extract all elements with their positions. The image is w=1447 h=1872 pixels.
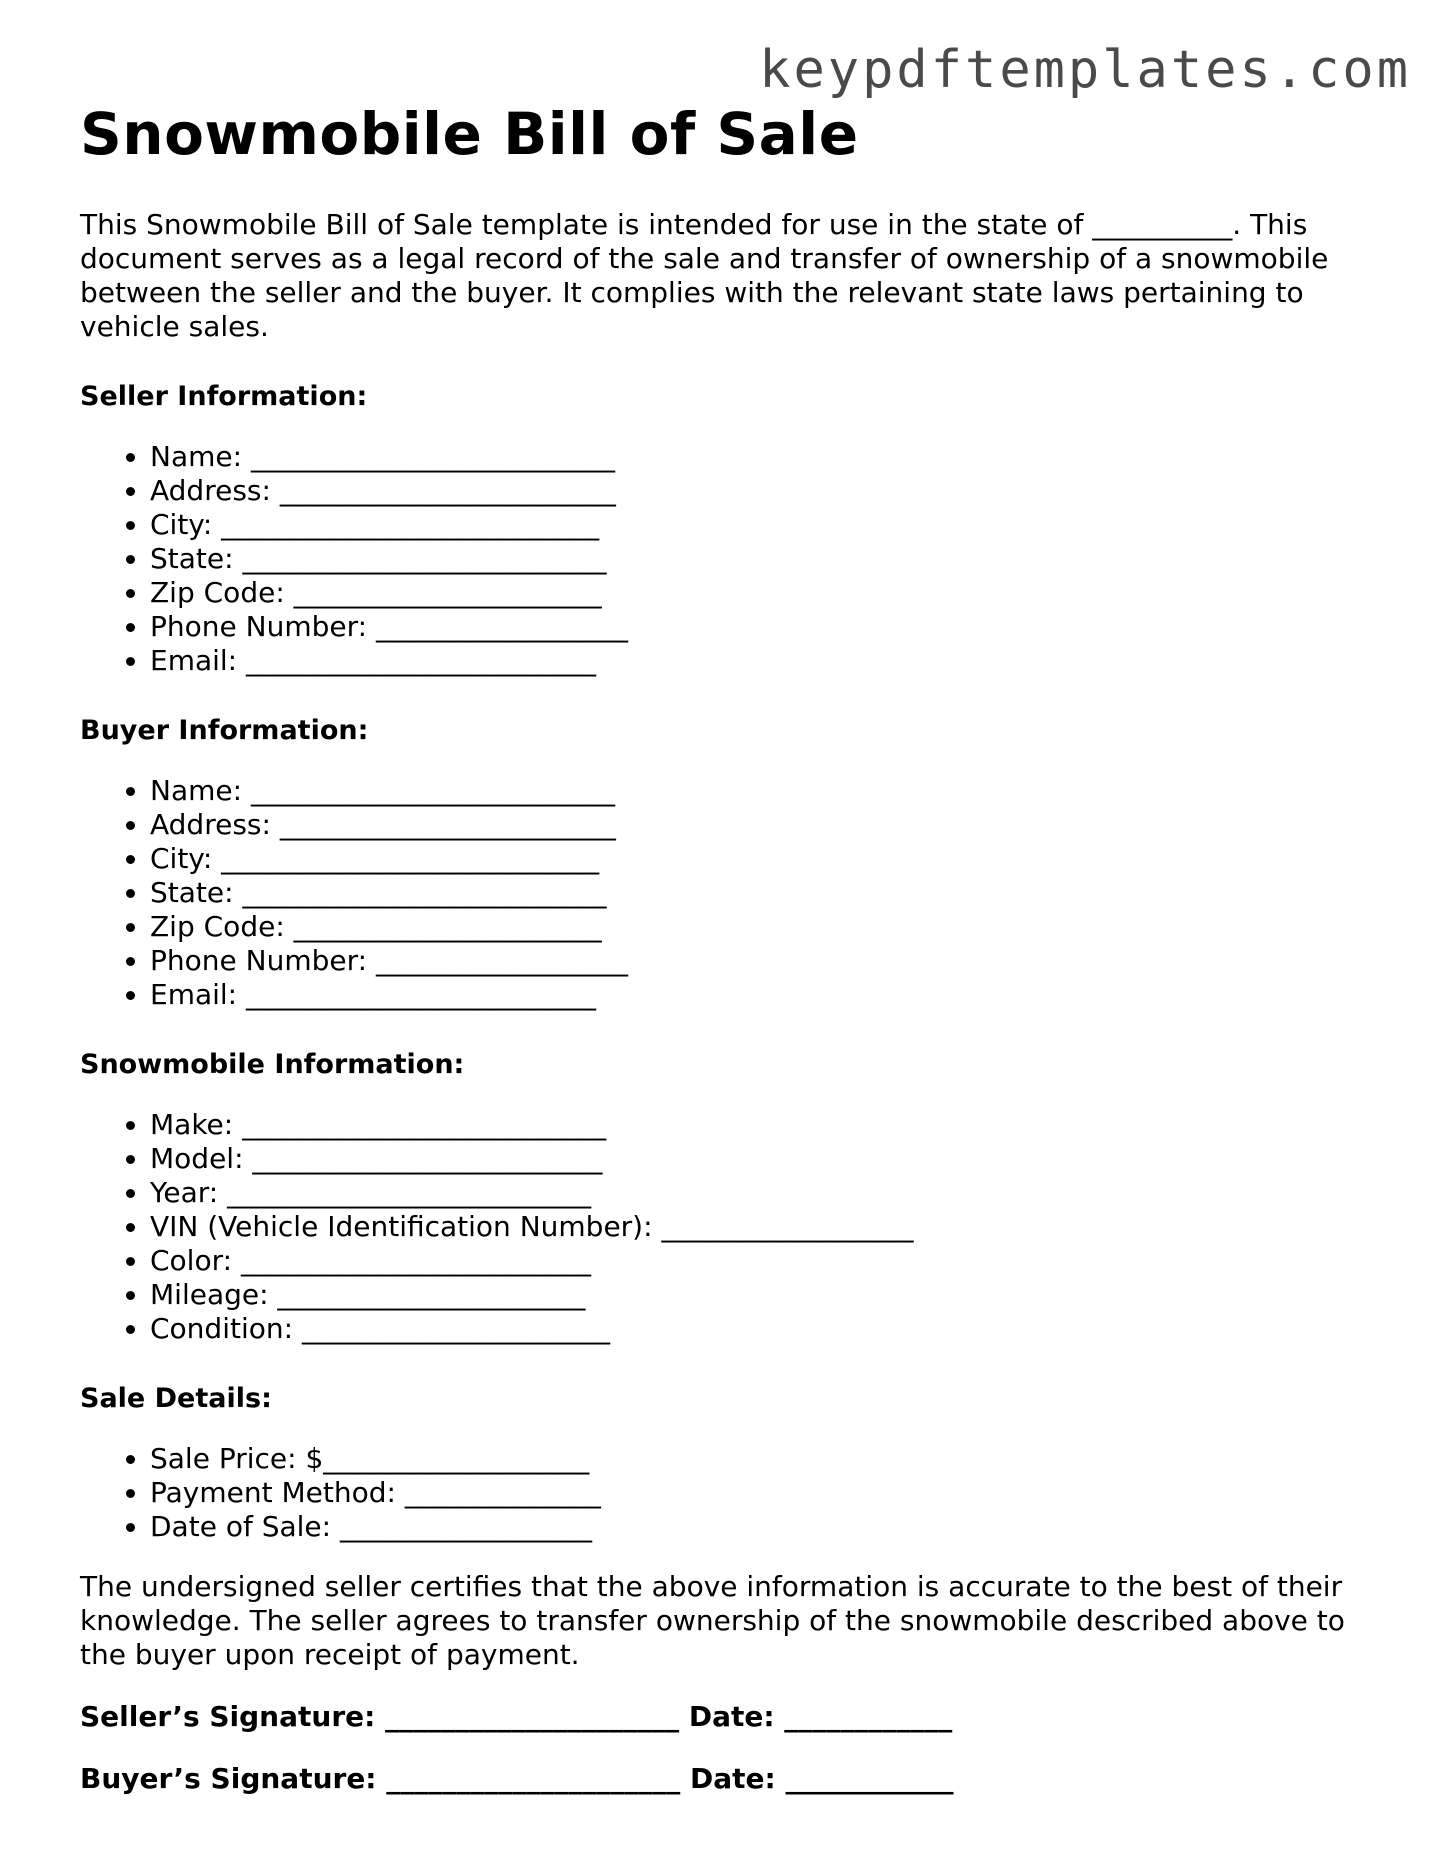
snowmobile-model-field[interactable]: • Model: _________________________ — [150, 1142, 1370, 1176]
buyer-info-list — [80, 774, 1370, 1012]
snowmobile-vin-field[interactable]: • VIN (Vehicle Identification Number): __________________ — [150, 1210, 1370, 1244]
snowmobile-info-heading: Snowmobile Information: — [80, 1048, 465, 1080]
buyer-name-field[interactable]: • Name: __________________________ — [150, 774, 1370, 808]
buyer-email-field[interactable]: • Email: _________________________ — [150, 978, 1370, 1012]
seller-info-list — [80, 440, 1370, 678]
snowmobile-mileage-field[interactable]: • Mileage: ______________________ — [150, 1278, 1370, 1312]
sale-price-field[interactable]: • Sale Price: $___________________ — [150, 1442, 1370, 1476]
seller-address-field[interactable]: • Address: ________________________ — [150, 474, 1370, 508]
buyer-phone-field[interactable]: • Phone Number: __________________ — [150, 944, 1370, 978]
buyer-signature-line[interactable]: Buyer’s Signature: _____________________ Date: ____________ — [80, 1761, 954, 1795]
snowmobile-year-field[interactable]: • Year: __________________________ — [150, 1176, 1370, 1210]
intro-paragraph: This Snowmobile Bill of Sale template is intended for use in the state of __________. This document serves as a legal record of the sale and transfer of ownership of a snowmobile between the seller and the buyer. It complies with the relevant state laws pertaining to vehicle sales. — [80, 207, 1329, 343]
watermark: keypdftemplates.com — [759, 40, 1411, 100]
seller-city-field[interactable]: • City: ___________________________ — [150, 508, 1370, 542]
sale-details-list — [80, 1442, 1370, 1544]
snowmobile-make-field[interactable]: • Make: __________________________ — [150, 1108, 1370, 1142]
buyer-state-field[interactable]: • State: __________________________ — [150, 876, 1370, 910]
certification-paragraph: The undersigned seller certifies that the above information is accurate to the best of their knowledge. The seller agrees to transfer ownership of the snowmobile described above to the buyer upon receipt of payment. — [80, 1569, 1345, 1671]
snowmobile-color-field[interactable]: • Color: _________________________ — [150, 1244, 1370, 1278]
buyer-info-heading: Buyer Information: — [80, 714, 369, 746]
buyer-address-field[interactable]: • Address: ________________________ — [150, 808, 1370, 842]
payment-method-field[interactable]: • Payment Method: ______________ — [150, 1476, 1370, 1510]
seller-name-field[interactable]: • Name: __________________________ — [150, 440, 1370, 474]
seller-email-field[interactable]: • Email: _________________________ — [150, 644, 1370, 678]
snowmobile-condition-field[interactable]: • Condition: ______________________ — [150, 1312, 1370, 1346]
seller-signature-line[interactable]: Seller’s Signature: _____________________ Date: ____________ — [80, 1699, 953, 1733]
seller-zip-field[interactable]: • Zip Code: ______________________ — [150, 576, 1370, 610]
snowmobile-info-list — [80, 1108, 1370, 1346]
seller-info-heading: Seller Information: — [80, 380, 368, 412]
buyer-zip-field[interactable]: • Zip Code: ______________________ — [150, 910, 1370, 944]
date-of-sale-field[interactable]: • Date of Sale: __________________ — [150, 1510, 1370, 1544]
document-page — [80, 100, 1370, 1796]
sale-details-heading: Sale Details: — [80, 1382, 272, 1414]
buyer-city-field[interactable]: • City: ___________________________ — [150, 842, 1370, 876]
document-title: Snowmobile Bill of Sale — [80, 100, 859, 168]
seller-phone-field[interactable]: • Phone Number: __________________ — [150, 610, 1370, 644]
seller-state-field[interactable]: • State: __________________________ — [150, 542, 1370, 576]
